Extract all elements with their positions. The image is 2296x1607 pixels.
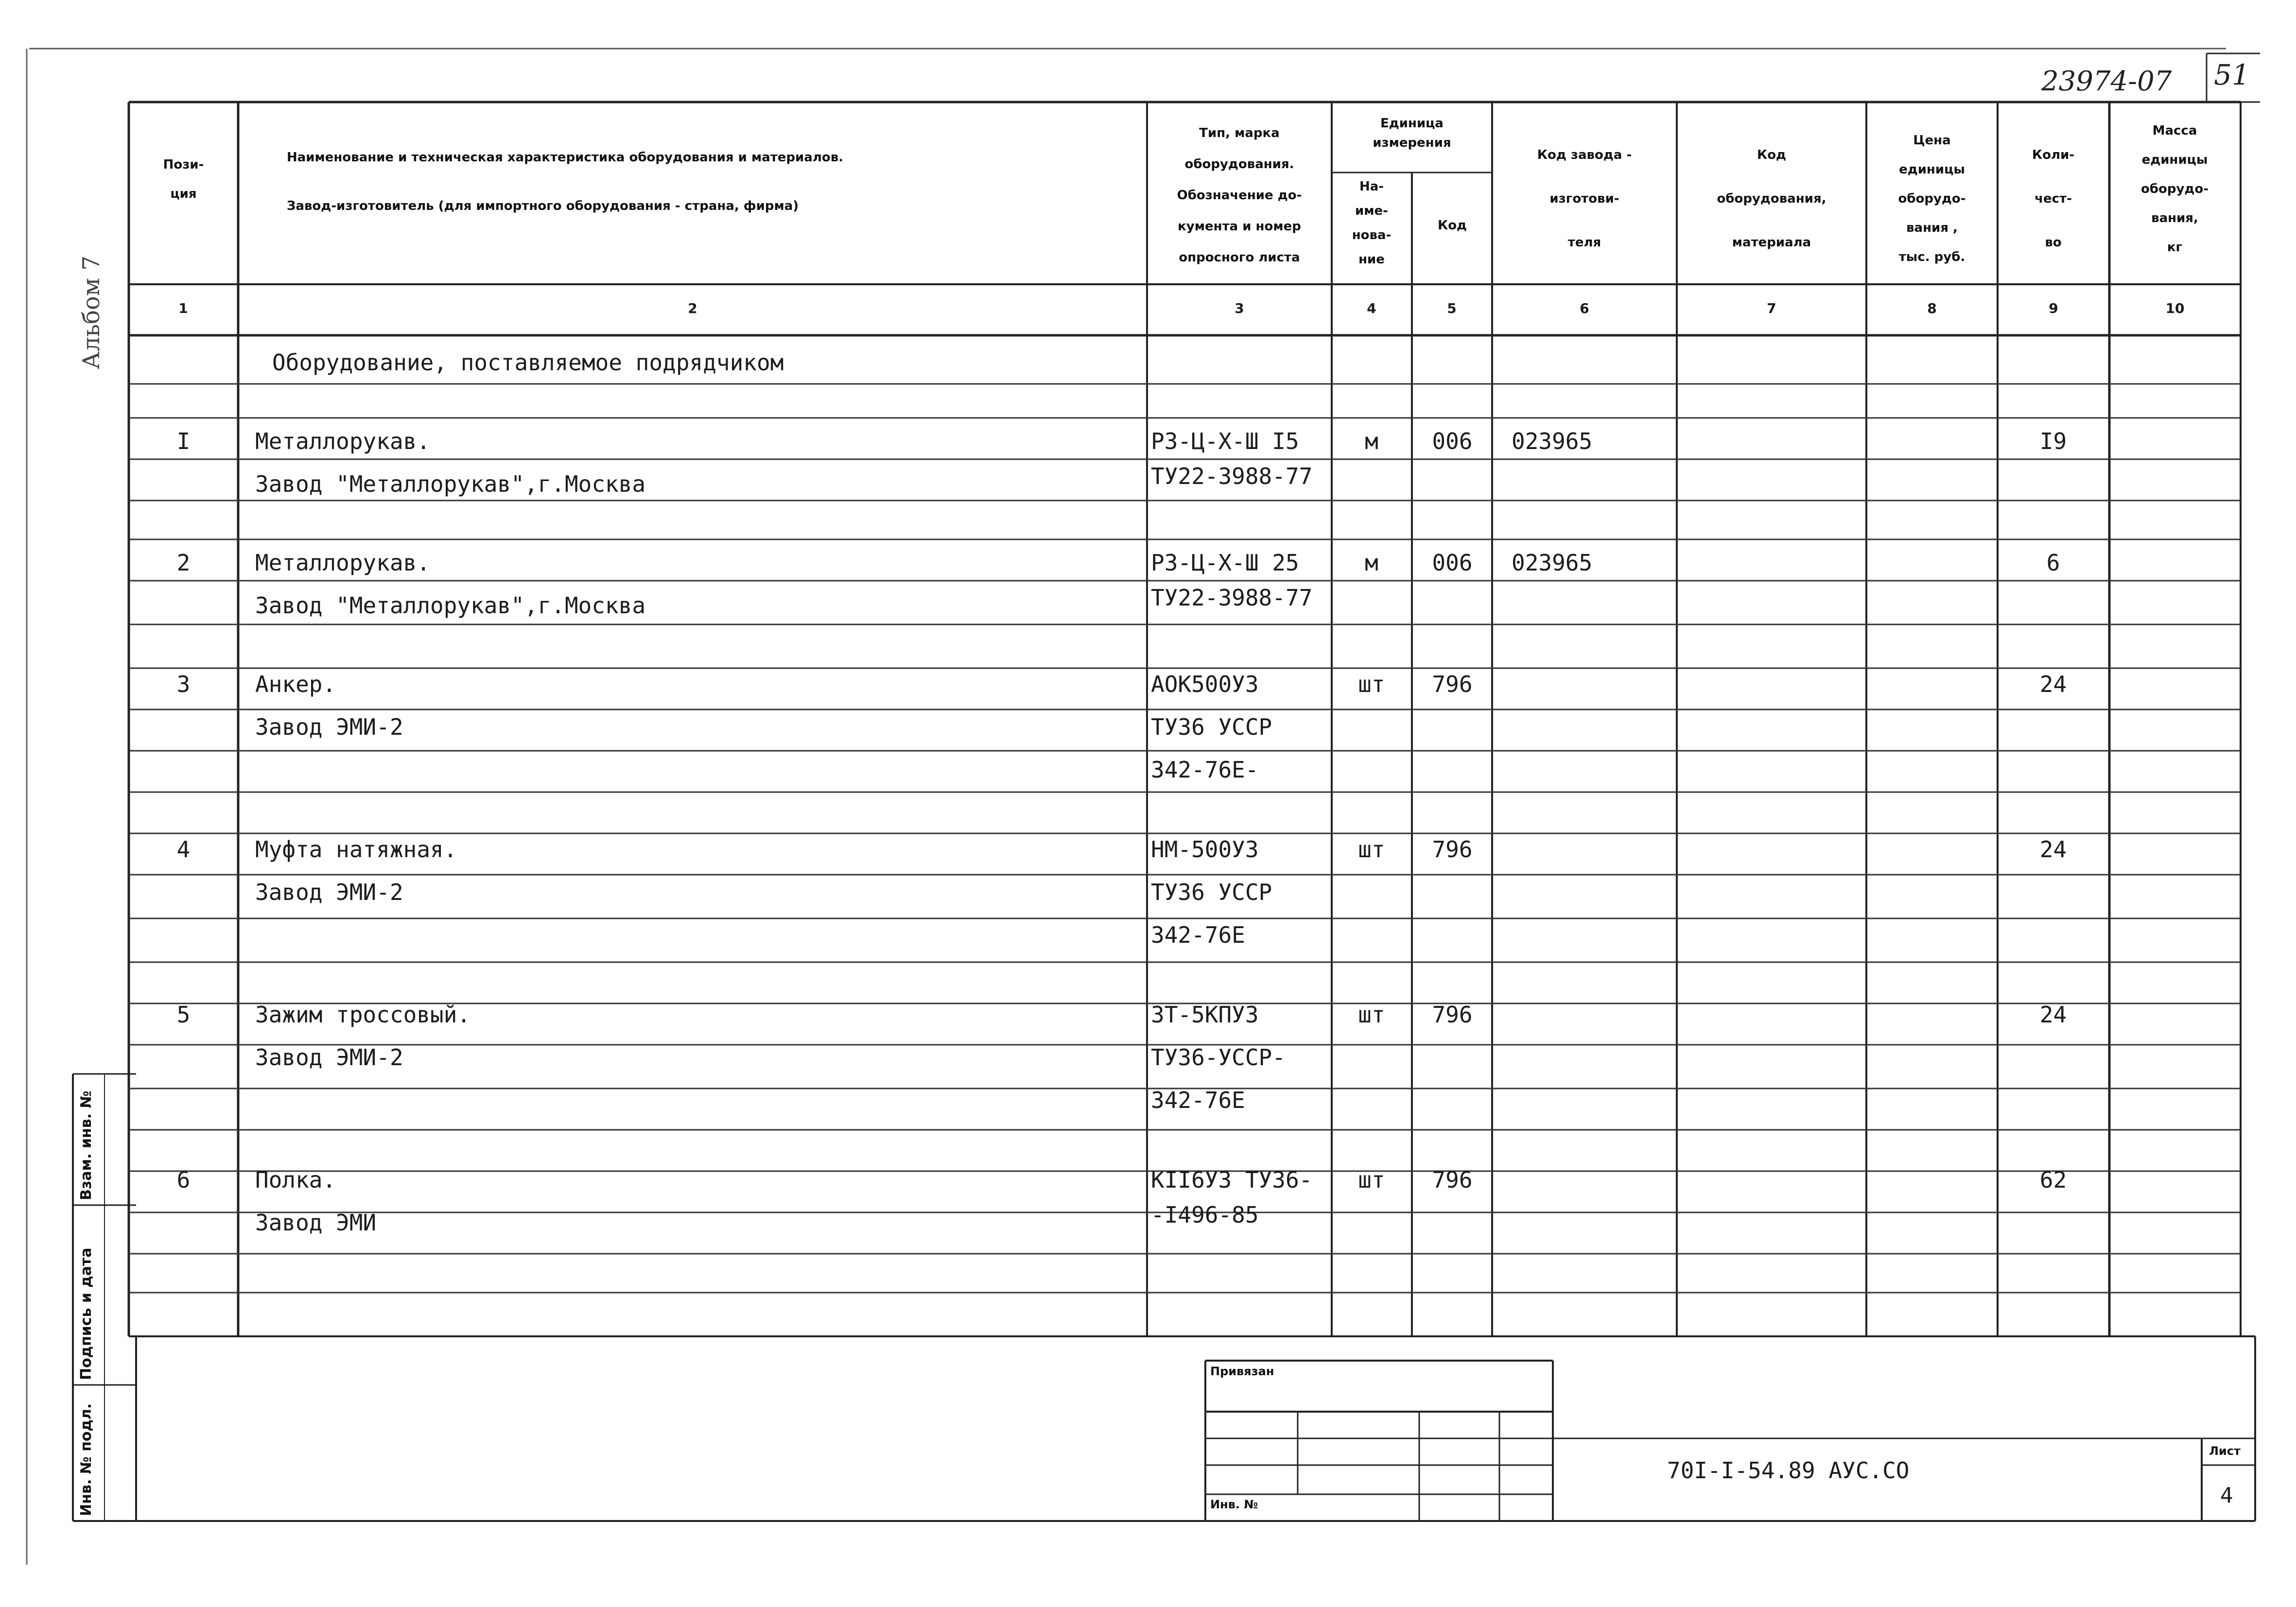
item-name-line: Завод ЭМИ-2 [255, 714, 403, 740]
item-type-line: АОК500УЗ [1151, 671, 1259, 697]
header-type-line: Обозначение до- [1177, 188, 1302, 203]
header-mass-line: единицы [2141, 153, 2208, 167]
header-mass-line: кг [2167, 240, 2183, 255]
item-name-line: Анкер. [255, 671, 336, 697]
item-name-line: Муфта натяжная. [255, 836, 457, 863]
item-type-line: -I496-85 [1151, 1202, 1259, 1228]
item-name-line: Завод "Металлорукав",г.Москва [255, 471, 646, 497]
header-unit-name-line: име- [1355, 204, 1388, 218]
item-position: 2 [176, 550, 191, 576]
item-name-line: Завод ЭМИ-2 [255, 879, 403, 905]
item-type-line: ЗТ-5КПУЗ [1151, 1002, 1259, 1028]
item-name-line: Завод "Металлорукав",г.Москва [255, 592, 646, 619]
header-position-line: ция [170, 187, 197, 201]
section-title: Оборудование, поставляемое подрядчиком [272, 349, 784, 376]
item-type-line: 342-76Е [1151, 922, 1245, 948]
item-type-line: 342-76Е- [1151, 757, 1259, 783]
header-type-line: кумента и номер [1178, 219, 1301, 234]
stamp-label-inv-orig: Инв. № подл. [78, 1403, 95, 1516]
column-number-1: 1 [178, 300, 188, 316]
item-name-line: Металлорукав. [255, 550, 431, 576]
item-unit: шт [1358, 836, 1385, 863]
album-label: Альбом 7 [78, 256, 105, 369]
item-factory-code: 023965 [1512, 428, 1593, 454]
item-unit-code: 796 [1432, 836, 1473, 863]
column-number-10: 10 [2165, 300, 2185, 316]
header-unit-name-line: нова- [1352, 228, 1392, 242]
item-unit-code: 796 [1432, 1002, 1473, 1028]
header-unit-group-line: измерения [1373, 136, 1451, 150]
item-type-line: РЗ-Ц-Х-Ш 25 [1151, 550, 1299, 576]
sheet-number: 4 [2220, 1483, 2233, 1508]
header-quantity-line: во [2045, 235, 2062, 250]
item-position: I [176, 428, 191, 454]
column-number-6: 6 [1580, 300, 1589, 316]
header-material-code-line: оборудования, [1717, 191, 1826, 206]
header-price-line: вания , [1906, 221, 1958, 235]
header-type-line: Тип, марка [1199, 126, 1280, 140]
item-type-line: ТУ36 УССР [1151, 879, 1272, 905]
header-name-line: Завод-изготовитель (для импортного оборудования - страна, фирма) [287, 199, 799, 213]
sheet-corner-number: 51 [2214, 58, 2250, 91]
item-unit: м [1365, 550, 1378, 576]
item-unit: шт [1358, 1167, 1385, 1193]
header-unit-name-line: ние [1358, 252, 1385, 267]
header-mass-line: вания, [2151, 211, 2198, 225]
column-number-7: 7 [1767, 300, 1776, 316]
item-type-line: РЗ-Ц-Х-Ш I5 [1151, 428, 1299, 454]
item-name-line: Завод ЭМИ-2 [255, 1044, 403, 1071]
header-unit-group-line: Единица [1380, 116, 1444, 131]
header-mass-line: оборудо- [2140, 182, 2209, 196]
item-quantity: 24 [2039, 1002, 2067, 1028]
header-price-line: оборудо- [1898, 191, 1966, 206]
item-quantity: 6 [2046, 550, 2060, 576]
column-number-5: 5 [1447, 300, 1457, 316]
header-type-line: опросного листа [1179, 250, 1300, 265]
header-price-line: Цена [1913, 133, 1951, 148]
header-material-code-line: материала [1732, 235, 1811, 250]
item-name-line: Полка. [255, 1167, 336, 1193]
item-name-line: Зажим тросcовый. [255, 1002, 471, 1028]
sheet-label: Лист [2209, 1444, 2241, 1458]
header-unit-name-line: На- [1359, 179, 1384, 194]
item-unit-code: 006 [1432, 550, 1473, 576]
doc-id-corner: 23974-07 [2041, 66, 2172, 97]
header-factory-code-line: теля [1567, 235, 1601, 250]
header-factory-code-line: изготови- [1549, 191, 1619, 206]
header-mass-line: Масса [2152, 123, 2197, 138]
header-name-line: Наименование и техническая характеристика оборудования и материалов. [287, 150, 844, 165]
tied-label: Привязан [1210, 1365, 1274, 1378]
column-number-4: 4 [1367, 300, 1376, 316]
header-type-line: оборудования. [1184, 157, 1294, 172]
item-type-line: 342-76Е [1151, 1087, 1245, 1113]
item-type-line: ТУ22-3988-77 [1151, 463, 1313, 489]
stamp-label-signature-date: Подпись и дата [78, 1247, 95, 1380]
column-number-8: 8 [1927, 300, 1937, 316]
item-unit-code: 006 [1432, 428, 1473, 454]
stamp-label-replace-inv: Взам. инв. № [78, 1090, 95, 1200]
item-type-line: ТУ36 УССР [1151, 714, 1272, 740]
column-number-3: 3 [1235, 300, 1244, 316]
item-unit-code: 796 [1432, 671, 1473, 697]
item-name-line: Металлорукав. [255, 428, 431, 454]
column-number-9: 9 [2049, 300, 2058, 316]
column-number-2: 2 [688, 300, 697, 316]
header-position-line: Пози- [163, 157, 204, 172]
item-type-line: ТУ22-3988-77 [1151, 585, 1313, 611]
item-type-line: ТУ36-УССР- [1151, 1044, 1286, 1071]
item-unit: шт [1358, 671, 1385, 697]
header-factory-code-line: Код завода - [1537, 148, 1632, 162]
item-position: 4 [176, 836, 191, 863]
item-type-line: КII6УЗ ТУ36- [1151, 1167, 1313, 1193]
item-name-line: Завод ЭМИ [255, 1210, 377, 1236]
item-quantity: I9 [2039, 428, 2067, 454]
header-material-code-line: Код [1757, 148, 1787, 162]
header-price-line: тыс. руб. [1898, 250, 1966, 264]
header-unit-code: Код [1437, 218, 1467, 233]
item-unit: м [1365, 428, 1378, 454]
header-price-line: единицы [1899, 162, 1965, 177]
item-position: 3 [176, 671, 191, 697]
item-quantity: 62 [2039, 1167, 2067, 1193]
item-position: 6 [176, 1167, 191, 1193]
item-unit: шт [1358, 1002, 1385, 1028]
item-type-line: НМ-500УЗ [1151, 836, 1259, 863]
item-quantity: 24 [2039, 836, 2067, 863]
item-factory-code: 023965 [1512, 550, 1593, 576]
header-quantity-line: чест- [2035, 191, 2072, 206]
header-quantity-line: Коли- [2032, 148, 2075, 162]
item-position: 5 [176, 1002, 191, 1028]
inv-label: Инв. № [1210, 1498, 1258, 1511]
item-quantity: 24 [2039, 671, 2067, 697]
document-code: 70I-I-54.89 АУС.СО [1667, 1457, 1910, 1484]
item-unit-code: 796 [1432, 1167, 1473, 1193]
